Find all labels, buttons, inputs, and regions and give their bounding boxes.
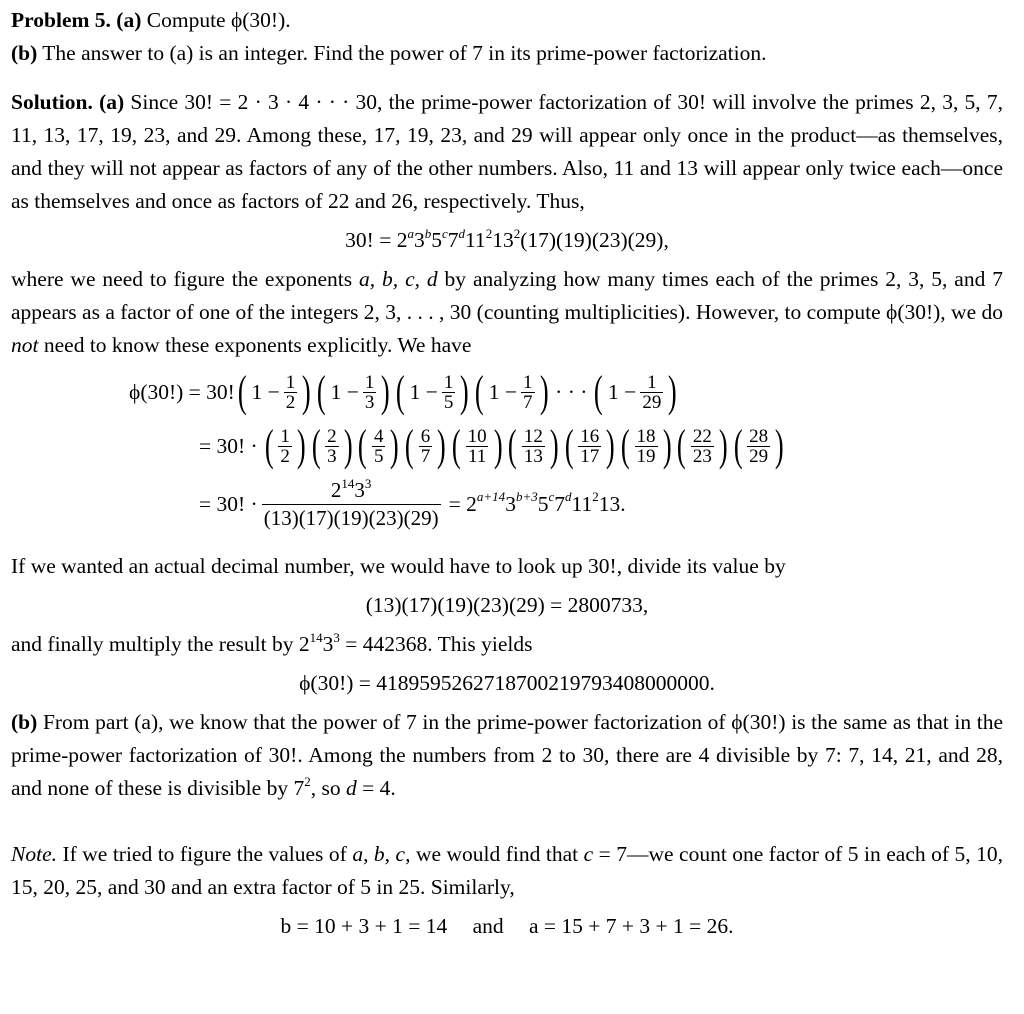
solution-paragraph-1 xyxy=(11,86,1003,218)
solution-paragraph-4: and finally multiply the result by $2^{14}3^3 = 442368$. This yields xyxy=(11,629,533,656)
row2-frac-8: ( $\frac{18}{19}$ ) xyxy=(620,421,672,470)
equation-product: (13)(17)(19)(23)(29) = 2800733, xyxy=(365,593,649,617)
phi-term-4: ( 1 − $\frac{1}{7}$ ) xyxy=(475,367,549,416)
problem-part-b-label: (b) xyxy=(11,41,38,65)
solution-para1-text: Since 30! = 2 · 3 · 4 · · · 30, the prime-power factorization of 30! will involve the primes 2, 3, 5, 7, 11, 13, 17, 19, 23, and 29. Among these, 17, 19, 23, and 29 will appear only once in the product—as themselves, and they will not appear as factors of any of the other numbers. Also, 11 and 13 will appear only twice each—once as themselves and once as factors of 22 and 26, respectively. Thus, xyxy=(11,90,1004,213)
problem-statement-b xyxy=(11,37,1003,70)
problem-statement-a xyxy=(11,4,1003,37)
row2-frac-6: ( $\frac{12}{13}$ ) xyxy=(508,421,559,470)
phi-term-1: ( 1 − $\frac{1}{2}$ ) xyxy=(237,367,311,416)
note-paragraph: Note. If we tried to figure the values of a, b, c, we would find that c = 7—we count one factor of 5 in each of 5, 10, 15, 20, 25, and 30 and an extra factor of 5 in 25. Similarly, xyxy=(11,842,1003,899)
phi-term-last: ( 1 − $\frac{1}{29}$ ) xyxy=(594,367,678,416)
phi-term-2: ( 1 − $\frac{1}{3}$ ) xyxy=(316,367,391,416)
problem-part-a-text: Compute ϕ(30!). xyxy=(146,8,291,32)
solution-paragraph-3: If we wanted an actual decimal number, we would have to look up 30!, divide its value by xyxy=(11,554,786,578)
row2-frac-3: ( $\frac{4}{5}$ ) xyxy=(358,421,400,470)
phi-row-2: = 30! · ( $\frac{1}{2}$ ) ( $\frac{2}{3}$ ) ( $\frac{4}{5}$ ) ( $\frac{6}{7}$ ) ( $\frac{10}{11}$ ) ( $\frac{12}{13}$ ) ( $\frac{16}{17}$ ) ( $\frac{18}{19}$ ) ( $\frac{22}{23}$ ) ( $\frac{28}{29}$ ) xyxy=(199,420,787,472)
row2-frac-1: ( $\frac{1}{2}$ ) xyxy=(264,421,306,470)
problem-part-a-label: (a) xyxy=(116,8,142,32)
row2-frac-9: ( $\frac{22}{23}$ ) xyxy=(677,421,728,470)
problem-label: Problem 5. xyxy=(11,8,111,32)
problem-part-b-text: The answer to (a) is an integer. Find the power of 7 in its prime-power factorization. xyxy=(42,41,767,65)
row2-frac-5: ( $\frac{10}{11}$ ) xyxy=(451,421,503,470)
solution-part-b-label: (b) xyxy=(11,710,38,734)
row2-frac-2: ( $\frac{2}{3}$ ) xyxy=(311,421,353,470)
row2-frac-7: ( $\frac{16}{17}$ ) xyxy=(564,421,615,470)
solution-part-b: (b) From part (a), we know that the power of 7 in the prime-power factorization of ϕ(30!) is the same as that in the prime-power factorization of 30!. Among the numbers from 2 to 30, there are 4 divisible by 7: 7, 14, 21, and 28, and none of these is divisible by $7^2$, so d = 4. xyxy=(11,710,1004,800)
solution-paragraph-2: where we need to figure the exponents a, b, c, d by analyzing how many times each of the primes 2, 3, 5, and 7 appears as a factor of one of the integers 2, 3, . . . , 30 (counting multiplicities). However, to compute ϕ(30!), we do not need to know these exponents explicitly. We have xyxy=(11,267,1004,357)
equation-final: b = 10 + 3 + 1 = 14 and a = 15 + 7 + 3 + 1 = 26. xyxy=(280,914,734,938)
equation-30-factorial: 30! = $2^a3^b5^c7^d11^213^2(17)(19)(23)(29)$, xyxy=(345,225,669,252)
row3-fraction: $\frac{2^{14}3^3}{(13)(17)(19)(23)(29)}$ xyxy=(263,475,439,530)
document-page xyxy=(11,4,1003,949)
row2-frac-4: ( $\frac{6}{7}$ ) xyxy=(405,421,447,470)
equation-phi-result: ϕ(30!) = 4189595262718700219793408000000. xyxy=(299,671,715,695)
note-label: Note. xyxy=(11,842,57,866)
phi-term-3: ( 1 − $\frac{1}{5}$ ) xyxy=(395,367,470,416)
phi-dots: · · · xyxy=(555,379,588,404)
phi-row-3: = 30! · $\frac{2^{14}3^3}{(13)(17)(19)(23)(29)}$ = $2^{a+14}3^{b+3}5^c7^d11^213$. xyxy=(199,475,626,530)
solution-part-a-label: (a) xyxy=(99,90,125,114)
phi-row-1: ϕ(30!) = 30! ( 1 − $\frac{1}{2}$ ) ( 1 − $\frac{1}{3}$ ) ( 1 − $\frac{1}{5}$ ) ( 1 − $\frac{1}{7}$ ) · · · ( 1 − $\frac{1}{29}$ ) xyxy=(129,368,680,416)
row2-frac-10: ( $\frac{28}{29}$ ) xyxy=(733,421,784,470)
phi-derivation xyxy=(11,362,1003,550)
solution-label: Solution. xyxy=(11,90,93,114)
